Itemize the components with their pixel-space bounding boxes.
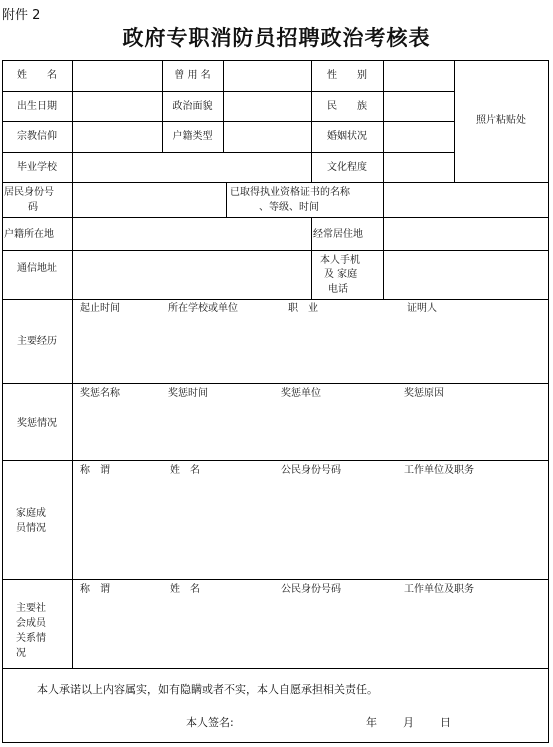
hukou-type-field[interactable] [224, 122, 311, 152]
col-relation: 称 谓 [80, 465, 110, 476]
label-political-status: 政治面貌 [172, 101, 213, 112]
marital-status-field[interactable] [384, 122, 454, 152]
rewards-field[interactable] [73, 401, 548, 460]
phone-field[interactable] [384, 251, 548, 299]
label-family-cont: 员情况 [16, 523, 46, 534]
label-education: 文化程度 [327, 162, 367, 173]
col-workplace: 工作单位及职务 [404, 584, 474, 595]
column-divider [226, 182, 227, 218]
label-photo: 照片粘贴处 [476, 115, 526, 126]
signature-day: 日 [440, 716, 451, 729]
label-certificate-cont: 、等级、时间 [259, 202, 319, 213]
col-witness: 证明人 [407, 303, 437, 314]
col-award-time: 奖惩时间 [168, 388, 208, 399]
label-social-relations-cont3: 况 [16, 648, 26, 659]
political-status-field[interactable] [224, 92, 311, 121]
main-experience-field[interactable] [73, 316, 548, 383]
label-id-number: 居民身份号 [4, 187, 54, 198]
column-divider [311, 250, 312, 300]
col-citizen-id: 公民身份号码 [281, 465, 341, 476]
column-divider [311, 217, 312, 251]
signature-label: 本人签名: [186, 716, 234, 729]
label-phone-cont2: 电话 [328, 284, 348, 295]
label-rewards: 奖惩情况 [17, 418, 57, 429]
label-birth-date: 出生日期 [17, 101, 57, 112]
label-phone-cont: 及 家庭 [324, 269, 358, 280]
col-award-reason: 奖惩原因 [404, 388, 444, 399]
former-name-field[interactable] [224, 61, 311, 91]
photo-area[interactable] [455, 61, 548, 182]
table-border [2, 742, 549, 743]
religion-field[interactable] [73, 122, 162, 152]
label-residence: 经常居住地 [313, 229, 363, 240]
social-relations-field[interactable] [73, 597, 548, 668]
certificate-field[interactable] [384, 183, 548, 217]
label-ethnicity: 民 族 [327, 101, 367, 112]
label-certificate: 已取得执业资格证书的名称 [230, 187, 350, 198]
label-id-number-cont: 码 [28, 202, 38, 213]
label-marital-status: 婚姻状况 [327, 131, 367, 142]
signature-field[interactable] [245, 712, 355, 732]
label-social-relations-cont: 会成员 [16, 618, 46, 629]
school-field[interactable] [73, 153, 311, 182]
col-award-unit: 奖惩单位 [281, 388, 321, 399]
hukou-address-field[interactable] [73, 218, 311, 250]
row-divider [2, 579, 549, 580]
col-citizen-id: 公民身份号码 [281, 584, 341, 595]
label-phone: 本人手机 [320, 255, 360, 266]
signature-year: 年 [366, 716, 377, 729]
pledge-statement: 本人承诺以上内容属实，如有隐瞒或者不实，本人自愿承担相关责任。 [37, 683, 378, 696]
label-school: 毕业学校 [17, 162, 57, 173]
col-period: 起止时间 [80, 303, 120, 314]
col-school-or-unit: 所在学校或单位 [168, 303, 238, 314]
residence-field[interactable] [384, 218, 548, 250]
row-divider [2, 299, 549, 300]
label-hukou-type: 户籍类型 [172, 131, 213, 142]
label-main-experience: 主要经历 [17, 336, 57, 347]
col-occupation: 职 业 [288, 303, 318, 314]
label-social-relations: 主要社 [16, 603, 46, 614]
label-gender: 性 别 [327, 70, 367, 81]
label-name: 姓 名 [17, 70, 57, 81]
mail-address-field[interactable] [73, 251, 311, 299]
gender-field[interactable] [384, 61, 454, 91]
col-name: 姓 名 [170, 465, 200, 476]
label-former-name: 曾 用 名 [174, 70, 211, 81]
label-religion: 宗教信仰 [17, 131, 57, 142]
education-field[interactable] [384, 153, 454, 182]
attachment-number: 附件 2 [2, 8, 41, 23]
col-award-name: 奖惩名称 [80, 388, 120, 399]
row-divider [2, 383, 549, 384]
label-social-relations-cont2: 关系情 [16, 633, 46, 644]
name-field[interactable] [73, 61, 162, 91]
signature-month: 月 [403, 716, 414, 729]
label-hukou-address: 户籍所在地 [4, 229, 54, 240]
label-family: 家庭成 [16, 508, 46, 519]
id-number-field[interactable] [73, 183, 226, 217]
birth-date-field[interactable] [73, 92, 162, 121]
col-relation: 称 谓 [80, 584, 110, 595]
family-field[interactable] [73, 478, 548, 579]
table-border [548, 60, 549, 743]
row-divider [2, 668, 549, 669]
ethnicity-field[interactable] [384, 92, 454, 121]
label-mail-address: 通信地址 [17, 263, 57, 274]
col-workplace: 工作单位及职务 [404, 465, 474, 476]
col-name: 姓 名 [170, 584, 200, 595]
form-title: 政府专职消防员招聘政治考核表 [122, 25, 431, 50]
row-divider [2, 460, 549, 461]
